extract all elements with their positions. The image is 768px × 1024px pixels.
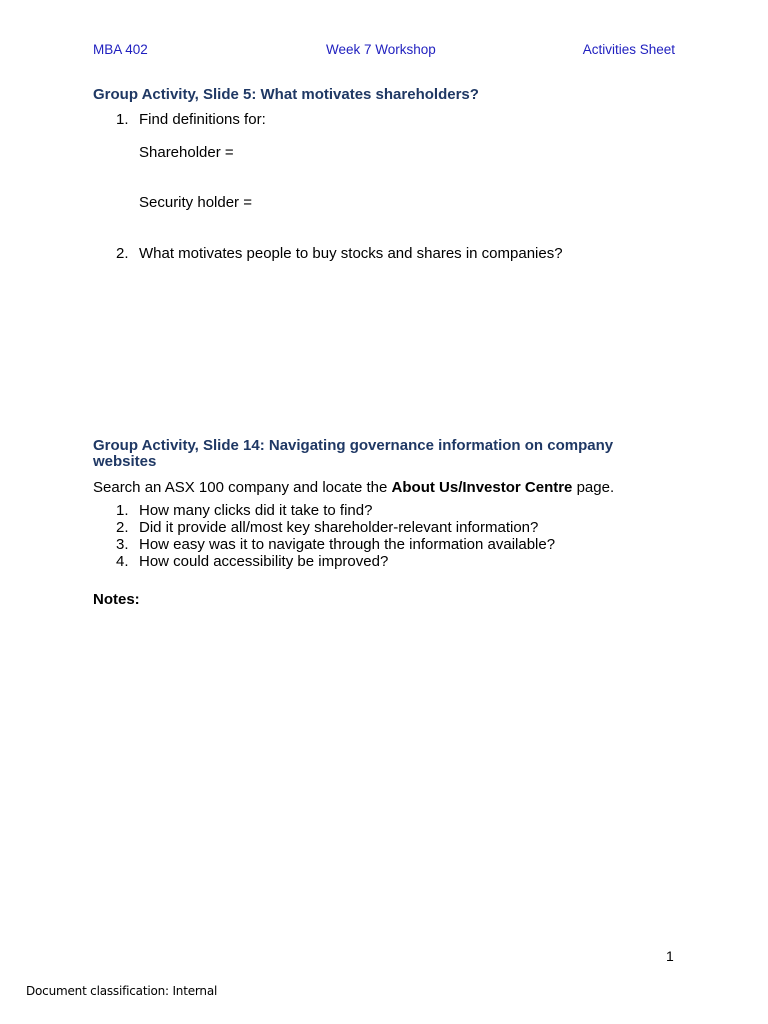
- section2-intro: [93, 479, 653, 496]
- header-course-code: MBA 402: [93, 42, 148, 57]
- list-number: 2.: [116, 519, 129, 536]
- list-item: [93, 536, 653, 553]
- list-number: 1.: [116, 502, 129, 519]
- header-workshop-title: Week 7 Workshop: [326, 42, 436, 57]
- notes-label: Notes:: [93, 591, 140, 608]
- list-item-text: What motivates people to buy stocks and shares in companies?: [139, 245, 563, 262]
- intro-text-end: page.: [572, 479, 615, 496]
- section2-question-list: [93, 502, 653, 570]
- document-body: [93, 87, 653, 608]
- list-item-text: How easy was it to navigate through the information available?: [139, 536, 556, 553]
- security-holder-definition-line: Security holder =: [139, 194, 252, 211]
- list-item-text: Find definitions for:: [139, 111, 266, 128]
- header-sheet-title: Activities Sheet: [582, 42, 675, 57]
- list-number: 3.: [116, 536, 129, 553]
- shareholder-definition-line: Shareholder =: [139, 144, 234, 161]
- list-number: 1.: [116, 111, 129, 128]
- list-item: [93, 519, 653, 536]
- list-number: 2.: [116, 245, 129, 262]
- page-header: [93, 42, 675, 60]
- list-item: [93, 502, 653, 519]
- document-classification-footer: Document classification: Internal: [26, 984, 218, 998]
- section1-heading: Group Activity, Slide 5: What motivates shareholders?: [93, 86, 479, 103]
- page-number: 1: [666, 948, 674, 964]
- list-item: [93, 553, 653, 570]
- list-item-text: How many clicks did it take to find?: [139, 502, 373, 519]
- intro-bold-text: About Us/Investor Centre: [391, 479, 573, 496]
- list-item-text: How could accessibility be improved?: [139, 553, 389, 570]
- section1-item-2: [93, 245, 653, 262]
- list-number: 4.: [116, 553, 129, 570]
- list-item-text: Did it provide all/most key shareholder-relevant information?: [139, 519, 539, 536]
- section1-item-1: [93, 111, 653, 128]
- intro-text: Search an ASX 100 company and locate the: [93, 479, 392, 496]
- section2-heading: Group Activity, Slide 14: Navigating governance information on company websites: [93, 437, 614, 470]
